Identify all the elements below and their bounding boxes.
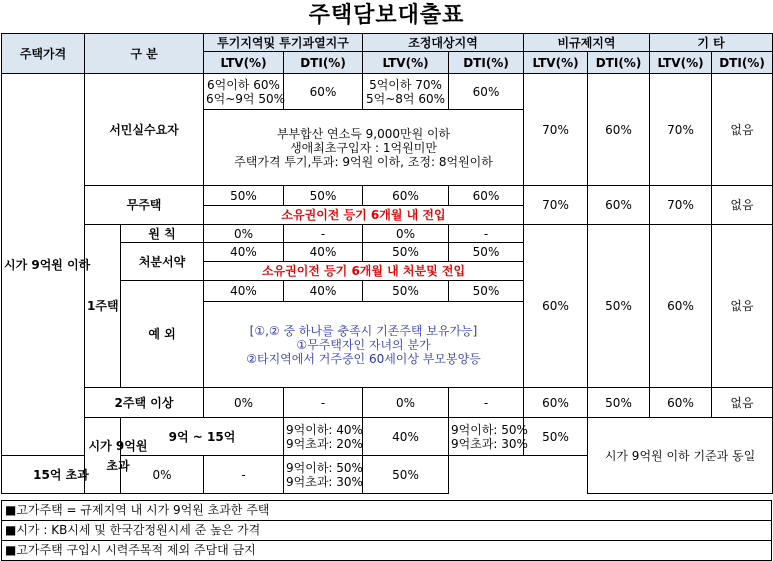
- cell-z2-ltv: [284, 456, 363, 494]
- cell-z2-dti: 50%: [363, 456, 449, 494]
- cell-z4-dti: 없음: [712, 225, 773, 388]
- cell-z2-ltv: 0%: [363, 388, 449, 418]
- cell-z1-ltv: [284, 418, 363, 456]
- text-line: [①,② 중 하나를 충족시 기존주택 보유가능]: [249, 323, 478, 338]
- cell-z1-ltv: 0%: [204, 225, 284, 243]
- group-below-9: 시가 9억원 이하: [2, 74, 85, 456]
- header-zone3: 비규제지역: [524, 34, 650, 52]
- cell-z3-ltv: 70%: [524, 74, 588, 186]
- note-line: ■고가주택 = 규제지역 내 시가 9억원 초과한 주택: [2, 501, 772, 521]
- cell-no-house-note: 소유권이전 등기 6개월 내 전입: [204, 206, 524, 225]
- cell-z2-dti: 50%: [524, 418, 588, 456]
- cell-z3-dti: 60%: [588, 186, 650, 225]
- row-label-two-house: 2주택 이상: [85, 388, 204, 418]
- text-line: 주택가격 투기,투과: 9억원 이하, 조정: 8억원이하: [234, 154, 493, 169]
- cell-z2-dti: 60%: [449, 74, 524, 110]
- cell-z2-ltv: 50%: [363, 243, 449, 262]
- cell-z1-ltv: 0%: [204, 388, 284, 418]
- cell-z4-ltv: 70%: [650, 186, 712, 225]
- cell-z4-ltv: 70%: [650, 74, 712, 186]
- group-above-9-label: 시가 9억원 초과: [88, 438, 148, 473]
- cell-z3-dti: 60%: [588, 74, 650, 186]
- note-line: ■고가주택 구입시 시력주목적 제외 주담대 금지: [2, 541, 772, 561]
- row-label-exception: 예 외: [121, 281, 204, 388]
- cell-z1-dti: 40%: [363, 418, 449, 456]
- row-label-over-15: 15억 초과: [2, 456, 121, 494]
- cell-z3-dti: 50%: [588, 225, 650, 388]
- row-label-9-15: 9억 ~ 15억: [121, 418, 284, 456]
- text-line: 9억이하: 50%: [286, 460, 363, 475]
- header-ltv: LTV(%): [524, 52, 588, 74]
- cell-z2-dti: 50%: [449, 243, 524, 262]
- header-category: 구 분: [85, 34, 204, 74]
- cell-z2-ltv: [449, 418, 528, 456]
- text-line: 5억~8억 60%: [366, 91, 446, 106]
- row-label-low-income: 서민실수요자: [85, 74, 204, 186]
- cell-pledge-note: 소유권이전 등기 6개월 내 처분및 전입: [204, 262, 524, 281]
- cell-z3-dti: 50%: [588, 388, 650, 418]
- cell-z4-dti: 없음: [712, 74, 773, 186]
- loan-table: [1, 33, 773, 494]
- cell-z1-dti: 40%: [284, 243, 363, 262]
- cell-conditions: [204, 110, 524, 186]
- cell-z1-ltv: 40%: [204, 243, 284, 262]
- cell-z1-ltv: 0%: [121, 456, 204, 494]
- row-label-no-house: 무주택: [85, 186, 204, 225]
- header-dti: DTI(%): [284, 52, 363, 74]
- cell-z2-ltv: 0%: [363, 225, 449, 243]
- cell-above-note: 시가 9억원 이하 기준과 동일: [588, 418, 773, 494]
- text-line: 6억~9억 50%: [206, 91, 285, 106]
- cell-z1-ltv: [204, 74, 284, 110]
- header-dti: DTI(%): [712, 52, 773, 74]
- cell-z2-dti: 60%: [449, 186, 524, 206]
- cell-z3-ltv: 60%: [524, 225, 588, 388]
- text-line: ①무주택자인 자녀의 분가: [296, 337, 431, 352]
- cell-z4-ltv: 60%: [650, 225, 712, 388]
- header-ltv: LTV(%): [650, 52, 712, 74]
- text-line: 6억이하 60%: [207, 77, 280, 92]
- text-line: ②타지역에서 거주중인 60세이상 부모봉양등: [246, 351, 481, 366]
- notes-table: [1, 500, 772, 561]
- note-line: ■시가 : KB시세 및 한국감정원시세 준 높은 가격: [2, 521, 772, 541]
- header-price: 주택가격: [2, 34, 85, 74]
- cell-z2-dti: -: [449, 388, 524, 418]
- text-line: 9억초과: 30%: [451, 436, 528, 451]
- text-line: 9억초과: 30%: [286, 474, 363, 489]
- cell-z3-ltv: 60%: [524, 388, 588, 418]
- header-ltv: LTV(%): [363, 52, 449, 74]
- cell-z2-ltv: [363, 74, 449, 110]
- cell-z1-dti: -: [284, 388, 363, 418]
- cell-z4-ltv: 60%: [650, 388, 712, 418]
- cell-z1-dti: 60%: [284, 74, 363, 110]
- text-line: 9억이하: 40%: [286, 422, 363, 437]
- cell-z2-dti: -: [449, 225, 524, 243]
- cell-z1-dti: 40%: [284, 281, 363, 302]
- row-label-pledge: 처분서약: [121, 243, 204, 281]
- text-line: 9억초과: 20%: [286, 436, 363, 451]
- row-label-principle: 원 칙: [121, 225, 204, 243]
- header-dti: DTI(%): [588, 52, 650, 74]
- cell-z1-dti: 50%: [284, 186, 363, 206]
- header-dti: DTI(%): [449, 52, 524, 74]
- cell-z2-dti: 50%: [449, 281, 524, 302]
- cell-exception-note: [204, 302, 524, 388]
- cell-z4-dti: 없음: [712, 388, 773, 418]
- row-label-one-house: 1주택: [85, 225, 121, 388]
- text-line: 생애최초구입자 : 1억원미만: [290, 140, 437, 155]
- text-line: 9억이하: 50%: [451, 422, 528, 437]
- cell-z1-ltv: 40%: [204, 281, 284, 302]
- cell-z3-ltv: 70%: [524, 186, 588, 225]
- cell-z1-ltv: 50%: [204, 186, 284, 206]
- header-zone1: 투기지역및 투기과열지구: [204, 34, 363, 52]
- cell-z2-ltv: 60%: [363, 186, 449, 206]
- cell-z2-ltv: 50%: [363, 281, 449, 302]
- cell-z1-dti: -: [284, 225, 363, 243]
- cell-z1-dti: -: [204, 456, 284, 494]
- header-ltv: LTV(%): [204, 52, 284, 74]
- text-line: 부부합산 연소득 9,000만원 이하: [276, 126, 451, 141]
- header-zone4: 기 타: [650, 34, 773, 52]
- page-title: 주택담보대출표: [308, 3, 465, 28]
- text-line: 5억이하 70%: [369, 77, 442, 92]
- cell-z4-dti: 없음: [712, 186, 773, 225]
- header-zone2: 조정대상지역: [363, 34, 524, 52]
